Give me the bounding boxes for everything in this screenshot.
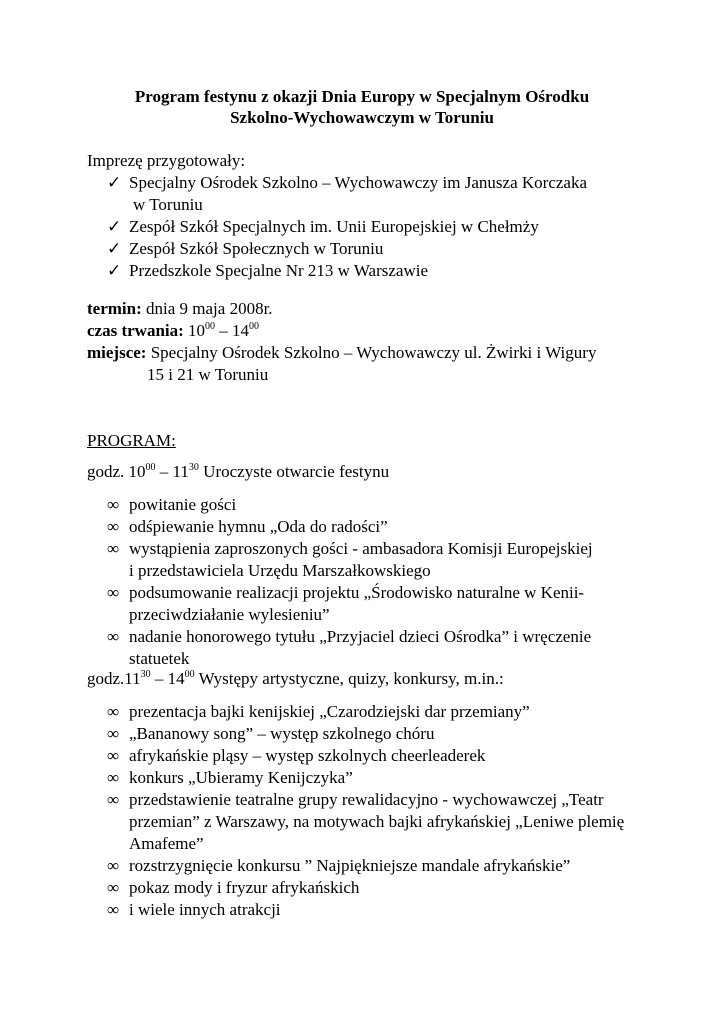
- list-item: ∞ przedstawienie teatralne grupy rewalidacyjno - wychowawczej „Teatr przemian” z Warszawy, na motywach bajki afrykańskiej „Leniwe plemię Amafeme”: [107, 790, 625, 853]
- infinity-bullet-icon: ∞: [107, 746, 120, 765]
- infinity-bullet-icon: ∞: [107, 495, 120, 514]
- list-item: ✓ Specjalny Ośrodek Szkolno – Wychowawczy im Janusza Korczaka w Toruniu: [107, 173, 587, 214]
- check-icon: ✓: [107, 239, 122, 258]
- infinity-bullet-icon: ∞: [107, 539, 120, 558]
- check-icon: ✓: [107, 261, 122, 280]
- list-item: ∞ nadanie honorowego tytułu „Przyjaciel dzieci Ośrodka” i wręczenie statuetek: [107, 627, 592, 668]
- list-item: ∞ „Bananowy song” – występ szkolnego chóru: [107, 724, 435, 743]
- program-heading: PROGRAM:: [87, 431, 176, 450]
- infinity-bullet-icon: ∞: [107, 878, 120, 897]
- list-item: ✓ Zespół Szkół Społecznych w Toruniu: [107, 239, 384, 258]
- termin-line: termin: dnia 9 maja 2008r.: [87, 299, 273, 318]
- miejsce-line: miejsce: Specjalny Ośrodek Szkolno – Wychowawczy ul. Żwirki i Wigury: [87, 343, 597, 362]
- block-2-list: [87, 701, 624, 921]
- title-line-1: Program festynu z okazji Dnia Europy w Specjalnym Ośrodku: [134, 87, 590, 106]
- list-item: ∞ rozstrzygnięcie konkursu ” Najpiękniejsze mandale afrykańskie”: [107, 856, 571, 875]
- page-title: [0, 86, 724, 128]
- list-item: ∞ powitanie gości: [107, 495, 237, 514]
- infinity-bullet-icon: ∞: [107, 627, 120, 646]
- organizers-section: [87, 150, 587, 282]
- event-meta: [87, 298, 596, 386]
- miejsce-line-2: 15 i 21 w Toruniu: [147, 365, 269, 384]
- organizers-heading: Imprezę przygotowały:: [87, 151, 246, 170]
- list-item: ∞ odśpiewanie hymnu „Oda do radości”: [107, 517, 388, 536]
- block-1-time: godz. $10^{00} - 11^{30}$ Uroczyste otwarcie festynu: [87, 462, 390, 481]
- infinity-bullet-icon: ∞: [107, 790, 120, 809]
- list-item: ∞ pokaz mody i fryzur afrykańskich: [107, 878, 360, 897]
- program-block-2: [87, 668, 624, 921]
- block-2-time: $godz.11^{30} - 14^{00}$ Występy artystyczne, quizy, konkursy, m.in.:: [87, 669, 504, 688]
- infinity-bullet-icon: ∞: [107, 900, 120, 919]
- infinity-bullet-icon: ∞: [107, 724, 120, 743]
- czas-line: czas trwania: $10^{00} - 14^{00}$: [87, 321, 260, 340]
- list-item: ∞ wystąpienia zaproszonych gości - ambasadora Komisji Europejskiej i przedstawiciela Urzędu Marszałkowskiego: [107, 539, 593, 580]
- list-item: ✓ Zespół Szkół Specjalnych im. Unii Europejskiej w Chełmży: [107, 217, 539, 236]
- list-item: ∞ afrykańskie pląsy – występ szkolnych cheerleaderek: [107, 746, 486, 765]
- list-item: ∞ podsumowanie realizacji projektu „Środowisko naturalne w Kenii- przeciwdziałanie wylesieniu”: [107, 583, 585, 624]
- block-1-list: [87, 494, 593, 670]
- organizers-list: [87, 172, 587, 282]
- list-item: ∞ konkurs „Ubieramy Kenijczyka”: [107, 768, 353, 787]
- infinity-bullet-icon: ∞: [107, 856, 120, 875]
- infinity-bullet-icon: ∞: [107, 702, 120, 721]
- infinity-bullet-icon: ∞: [107, 768, 120, 787]
- check-icon: ✓: [107, 173, 122, 192]
- list-item: ∞ prezentacja bajki kenijskiej „Czarodziejski dar przemiany”: [107, 702, 530, 721]
- check-icon: ✓: [107, 217, 122, 236]
- infinity-bullet-icon: ∞: [107, 517, 120, 536]
- infinity-bullet-icon: ∞: [107, 583, 120, 602]
- program-block-1: [87, 461, 593, 670]
- title-line-2: Szkolno-Wychowawczym w Toruniu: [230, 108, 494, 127]
- list-item: ∞ i wiele innych atrakcji: [107, 900, 281, 919]
- list-item: ✓ Przedszkole Specjalne Nr 213 w Warszawie: [107, 261, 429, 280]
